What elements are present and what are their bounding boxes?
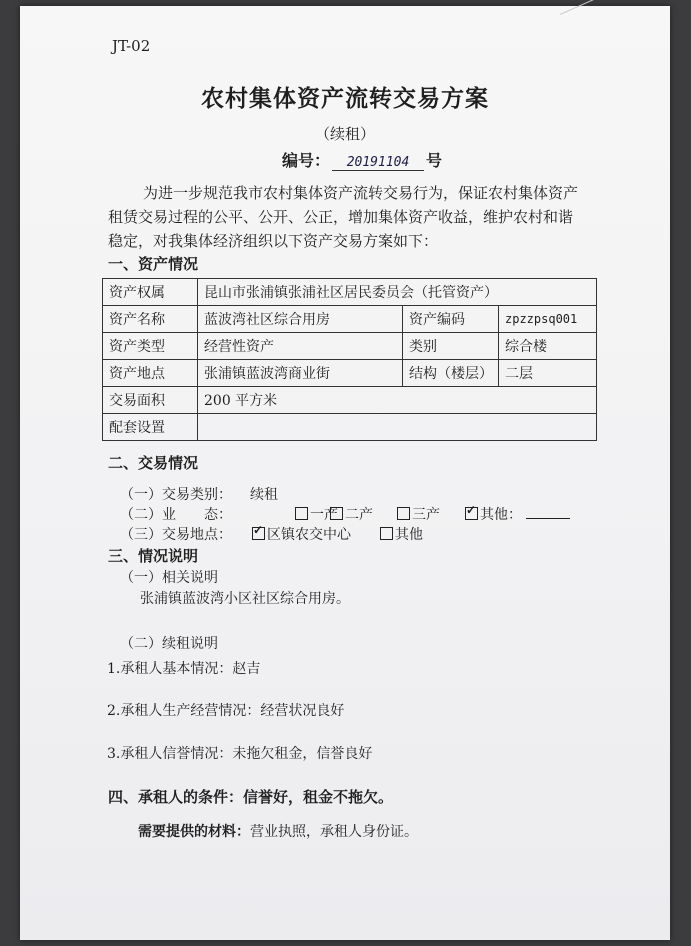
table-row bbox=[103, 387, 597, 414]
table-value: 张浦镇蓝波湾商业街 bbox=[198, 360, 403, 387]
table-label: 资产类型 bbox=[103, 333, 198, 360]
table-label: 类别 bbox=[403, 333, 499, 360]
page-fold-mark bbox=[560, 0, 654, 51]
table-label: 资产地点 bbox=[103, 360, 198, 387]
place-option-center: ✓ 区镇农交中心 bbox=[252, 524, 351, 544]
table-value: 昆山市张浦镇张浦社区居民委员会（托管资产） bbox=[198, 279, 597, 306]
table-value: 综合楼 bbox=[499, 333, 597, 360]
related-text: 张浦镇蓝波湾小区社区综合用房。 bbox=[140, 591, 350, 607]
section-heading-transaction: 二、交易情况 bbox=[108, 454, 199, 472]
table-value: 200 平方米 bbox=[198, 387, 597, 414]
document-code: JT-02 bbox=[112, 37, 151, 55]
table-row bbox=[103, 333, 597, 360]
place-label: （三）交易地点： bbox=[120, 527, 232, 543]
table-value: zpzzpsq001 bbox=[499, 306, 597, 333]
table-row bbox=[103, 360, 597, 387]
table-row bbox=[103, 414, 597, 441]
subheading-related: （一）相关说明 bbox=[120, 570, 218, 586]
transaction-type-value: 续租 bbox=[250, 487, 278, 503]
industry-option-tertiary: 三产 bbox=[397, 504, 440, 524]
document-subtitle: （续租） bbox=[314, 125, 375, 143]
industry-option-secondary: 二产 bbox=[330, 504, 373, 524]
checkbox-icon bbox=[330, 507, 343, 520]
table-label: 资产编码 bbox=[403, 306, 499, 333]
table-label: 交易面积 bbox=[103, 387, 198, 414]
table-row bbox=[103, 306, 597, 333]
place-option-other: 其他 bbox=[380, 524, 423, 544]
industry-option-other: ✓ 其他： bbox=[465, 504, 570, 524]
table-row bbox=[103, 279, 597, 306]
materials-line bbox=[138, 821, 418, 841]
checkbox-icon bbox=[380, 527, 393, 540]
renewal-item-2: 2.承租人生产经营情况：经营状况良好 bbox=[107, 703, 345, 719]
subheading-renewal: （二）续租说明 bbox=[120, 636, 218, 652]
section-heading-assets: 一、资产情况 bbox=[108, 255, 199, 273]
materials-label: 需要提供的材料： bbox=[138, 824, 250, 840]
asset-info-table bbox=[102, 278, 597, 441]
section-heading-conditions: 四、承租人的条件：信誉好，租金不拖欠。 bbox=[108, 788, 394, 806]
renewal-item-3: 3.承租人信誉情况：未拖欠租金，信誉良好 bbox=[107, 746, 373, 762]
number-suffix: 号 bbox=[426, 151, 443, 170]
table-label: 资产权属 bbox=[103, 279, 198, 306]
blank-fill-line bbox=[526, 518, 570, 519]
materials-value: 营业执照，承租人身份证。 bbox=[250, 824, 418, 840]
table-value: 二层 bbox=[499, 360, 597, 387]
table-label: 结构（楼层） bbox=[403, 360, 499, 387]
industry-option-primary: 一产 bbox=[295, 504, 338, 524]
checkbox-icon bbox=[295, 507, 308, 520]
intro-line-1: 为进一步规范我市农村集体资产流转交易行为，保证农村集体资产 bbox=[143, 184, 579, 202]
checked-checkbox-icon bbox=[252, 527, 265, 540]
transaction-type-label: （一）交易类别： bbox=[120, 487, 232, 503]
number-label: 编号： bbox=[282, 151, 331, 170]
intro-line-3: 稳定，对我集体经济组织以下资产交易方案如下： bbox=[108, 232, 439, 250]
table-value: 蓝波湾社区综合用房 bbox=[198, 306, 403, 333]
document-title: 农村集体资产流转交易方案 bbox=[201, 86, 489, 112]
document-number bbox=[282, 148, 442, 171]
number-handwritten-value: 20191104 bbox=[332, 155, 424, 171]
intro-line-2: 租赁交易过程的公平、公开、公正，增加集体资产收益，维护农村和谐 bbox=[108, 208, 574, 226]
renewal-item-1: 1.承租人基本情况：赵吉 bbox=[107, 661, 261, 677]
table-label: 配套设置 bbox=[103, 414, 198, 441]
section-heading-explanation: 三、情况说明 bbox=[108, 547, 199, 565]
document-page bbox=[20, 6, 670, 940]
checkbox-icon bbox=[397, 507, 410, 520]
industry-label: （二）业 态： bbox=[120, 507, 232, 523]
table-label: 资产名称 bbox=[103, 306, 198, 333]
table-value: 经营性资产 bbox=[198, 333, 403, 360]
table-value bbox=[198, 414, 597, 441]
checked-checkbox-icon bbox=[465, 507, 478, 520]
